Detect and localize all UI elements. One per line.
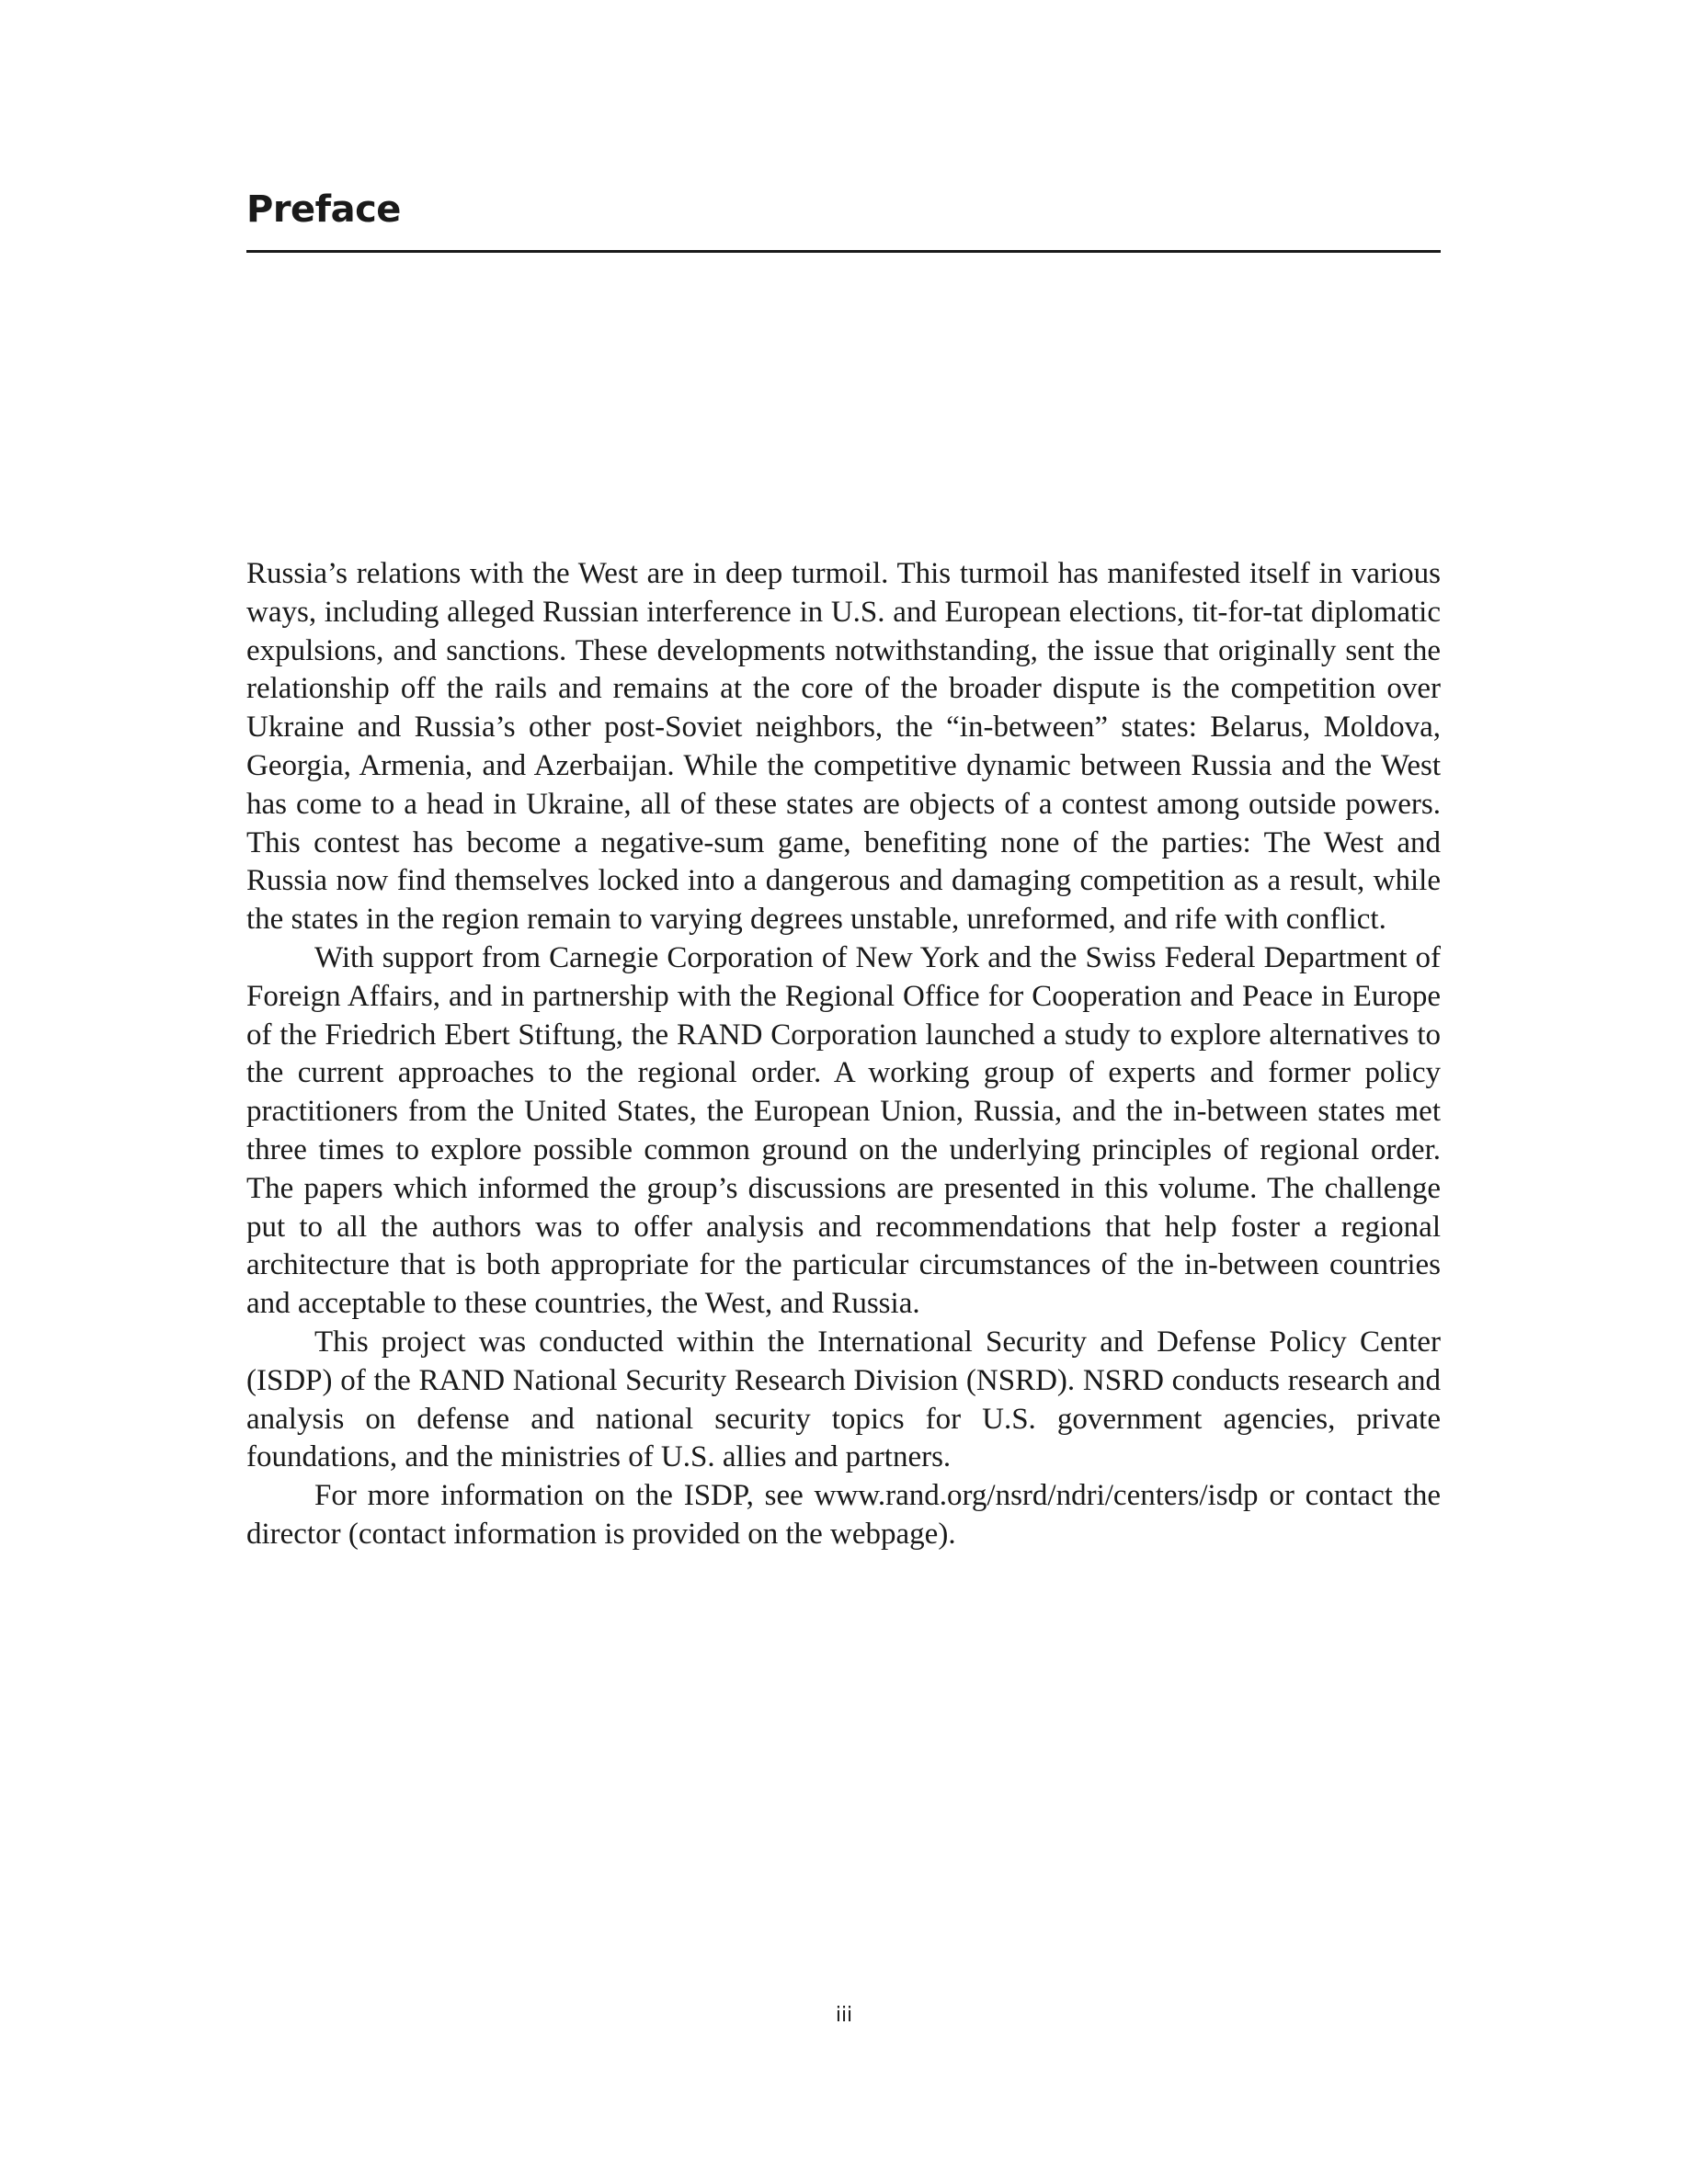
paragraph-2: With support from Carnegie Corporation of New York and the Swiss Federal Department of Foreign Affairs, and in partnership with the Regional Office for Cooperation and Peace in Europe of the Friedrich Ebert Stiftung, the RAND Corporation launched a study to explore alternatives to the current approaches to the regional order. A working group of experts and former policy practitioners from the United States, the European Union, Russia, and the in-between states met three times to explore possible common ground on the underlying principles of regional order. The papers which informed the group’s discussions are presented in this volume. The challenge put to all the authors was to offer analysis and recommendations that help foster a regional architecture that is both appropriate for the particular circumstances of the in-between countries and acceptable to these countries, the West, and Russia.	[246, 940, 1441, 1321]
paragraph-4: For more information on the ISDP, see www.rand.org/nsrd/ndri/centers/isdp or contact the director (contact information is provided on the webpage).	[246, 1479, 1441, 1551]
title-rule	[246, 250, 1441, 253]
page-number: iii	[835, 2004, 853, 2027]
page-title: Preface	[246, 188, 401, 231]
paragraph-1: Russia’s relations with the West are in deep turmoil. This turmoil has manifested itself in various ways, including alleged Russian interference in U.S. and European elections, tit-for-tat diplomatic expulsions, and sanctions. These developments notwithstanding, the issue that originally sent the relationship off the rails and remains at the core of the broader dispute is the competition over Ukraine and Russia’s other post-Soviet neighbors, the “in-between” states: Belarus, Moldova, Georgia, Armenia, and Azerbaijan. While the competitive dynamic between Russia and the West has come to a head in Ukraine, all of these states are objects of a contest among outside powers. This contest has become a negative-sum game, benefiting none of the parties: The West and Russia now find themselves locked into a dangerous and damaging competition as a result, while the states in the region remain to varying degrees unstable, unreformed, and rife with conflict.	[246, 557, 1441, 937]
paragraph-3: This project was conducted within the International Security and Defense Policy Center (ISDP) of the RAND National Security Research Division (NSRD). NSRD conducts research and analysis on defense and national security topics for U.S. government agencies, private foundations, and the ministries of U.S. allies and partners.	[246, 1325, 1441, 1474]
preface-body	[246, 555, 1441, 1554]
